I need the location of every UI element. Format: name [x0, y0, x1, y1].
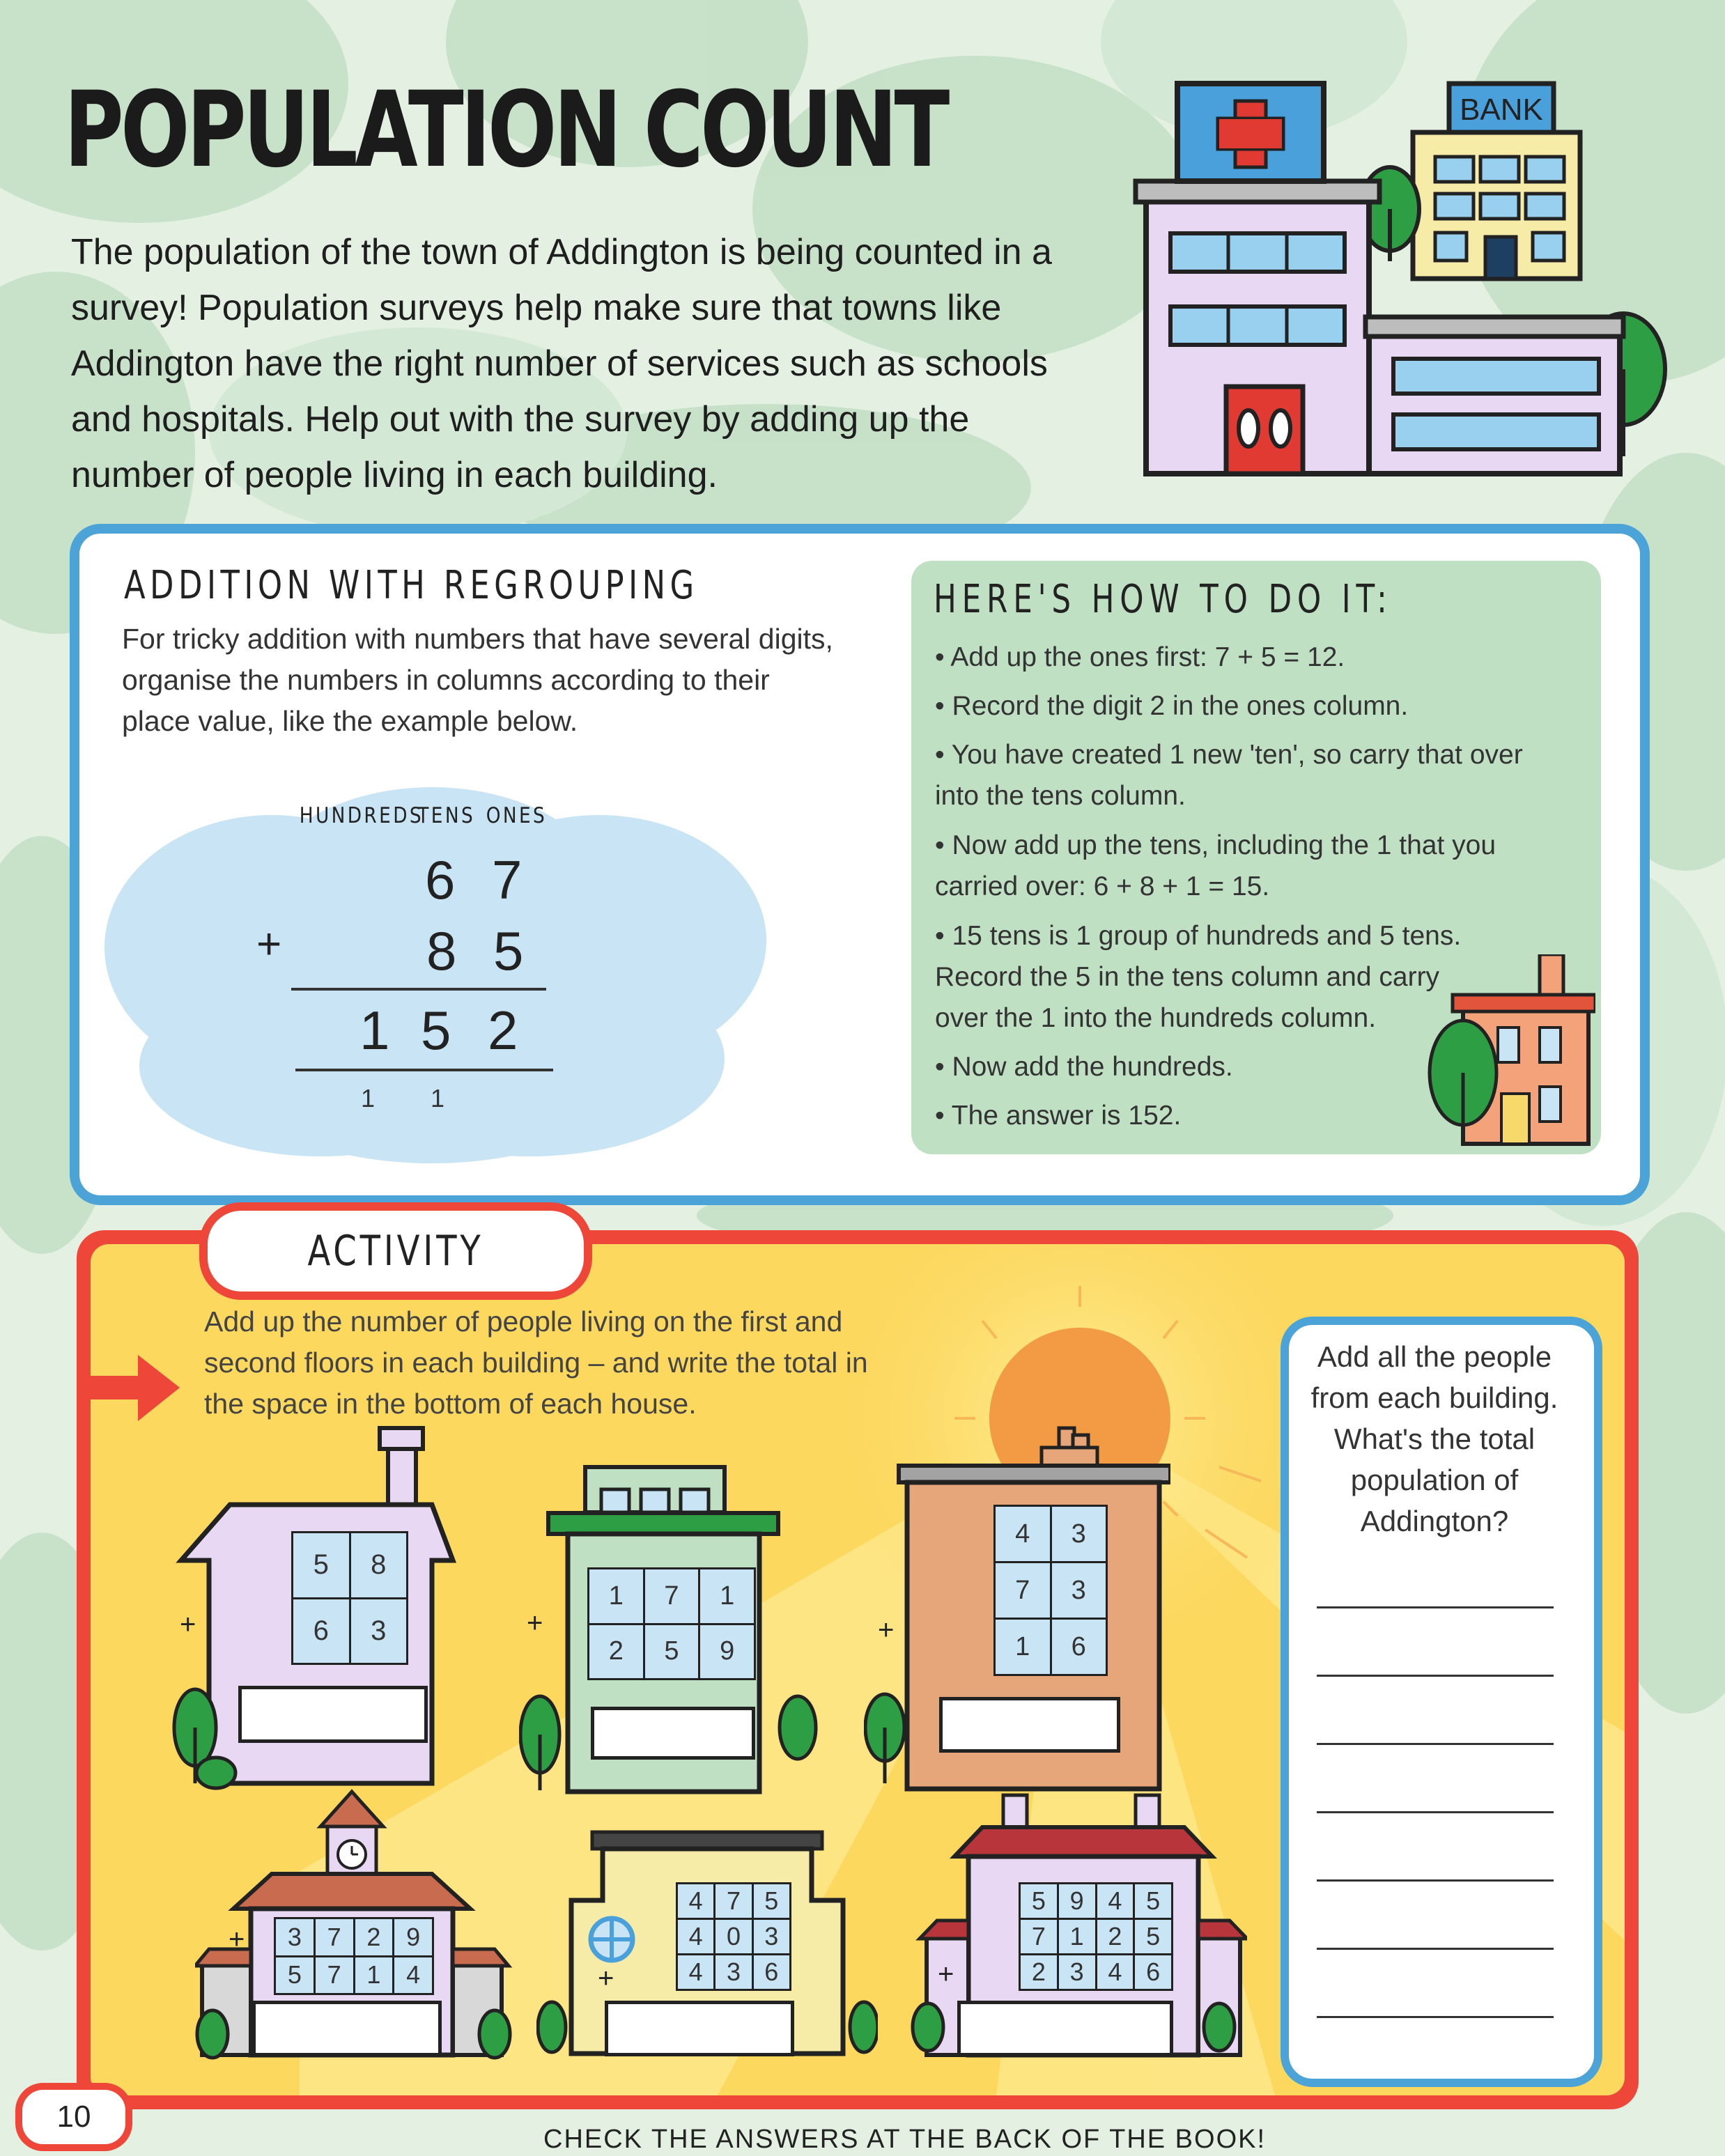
grid-cell: 2 — [589, 1625, 643, 1679]
grid-cell: 3 — [1059, 1955, 1095, 1989]
population-grid — [993, 1505, 1108, 1676]
bank-sign: BANK — [1460, 93, 1543, 127]
plus-sign: + — [229, 1924, 245, 1955]
activity-tab — [199, 1202, 592, 1300]
result-digit: 2 — [488, 1000, 518, 1061]
grid-cell: 4 — [1097, 1955, 1134, 1989]
tens-label: TENS — [417, 803, 476, 828]
how-to-step: • 15 tens is 1 group of hundreds and 5 tens. Record the 5 in the tens column and carry over the 1 into the hundreds column. — [935, 921, 1462, 1033]
sum-rule — [291, 988, 546, 991]
grid-cell: 3 — [754, 1920, 789, 1953]
population-grid — [274, 1917, 434, 1995]
grid-cell: 3 — [715, 1955, 751, 1989]
how-to-step: • Now add up the tens, including the 1 that you carried over: 6 + 8 + 1 = 15. — [935, 830, 1496, 901]
hospital-bank-illustration — [1087, 70, 1679, 488]
answer-line[interactable] — [1317, 1606, 1554, 1608]
answer-line[interactable] — [1317, 1675, 1554, 1677]
grid-cell: 1 — [1059, 1920, 1095, 1953]
grid-cell: 3 — [276, 1919, 314, 1955]
carry-digit: 1 — [361, 1084, 376, 1112]
answer-box[interactable] — [605, 2001, 794, 2056]
grid-cell: 1 — [996, 1620, 1050, 1674]
hundreds-label: HUNDREDS — [299, 803, 424, 828]
grid-cell: 9 — [1059, 1884, 1095, 1918]
grid-cell: 6 — [293, 1599, 349, 1663]
population-grid — [676, 1882, 791, 1991]
grid-cell: 7 — [996, 1563, 1050, 1618]
lesson-heading: ADDITION WITH REGROUPING — [124, 563, 699, 608]
lesson-body: For tricky addition with numbers that have several digits, organise the numbers in columns according to their place value, like the example below. — [122, 623, 833, 737]
answer-box[interactable] — [939, 1697, 1120, 1753]
total-prompt: Add all the people from each building. What's the total population of Addington? — [1310, 1340, 1558, 1537]
grid-cell: 5 — [1021, 1884, 1057, 1918]
answer-line[interactable] — [1317, 1811, 1554, 1813]
grid-cell: 5 — [645, 1625, 699, 1679]
plus-sign: + — [180, 1609, 196, 1640]
how-to-step: • Now add the hundreds. — [935, 1052, 1233, 1082]
grid-cell: 1 — [355, 1957, 393, 1994]
result-digit: 1 — [359, 1000, 390, 1061]
how-to-step: • Add up the ones first: 7 + 5 = 12. — [935, 642, 1345, 672]
grid-cell: 4 — [678, 1955, 713, 1989]
grid-cell: 5 — [1135, 1920, 1171, 1953]
grid-cell: 4 — [678, 1884, 713, 1918]
grid-cell: 6 — [1135, 1955, 1171, 1989]
grid-cell: 9 — [700, 1625, 754, 1679]
answer-line[interactable] — [1317, 2016, 1554, 2018]
footer-note: CHECK THE ANSWERS AT THE BACK OF THE BOOK! — [543, 2125, 1267, 2154]
grid-cell: 7 — [715, 1884, 751, 1918]
grid-cell: 5 — [1135, 1884, 1171, 1918]
how-to-step: • Record the digit 2 in the ones column. — [935, 691, 1409, 721]
carry-digit: 1 — [431, 1084, 445, 1112]
plus-sign: + — [598, 1963, 614, 1994]
plus-sign: + — [527, 1608, 543, 1638]
activity-tab-label: ACTIVITY — [307, 1227, 484, 1275]
population-grid — [1019, 1882, 1173, 1991]
how-to-heading: HERE'S HOW TO DO IT: — [934, 577, 1393, 622]
grid-cell: 4 — [394, 1957, 432, 1994]
how-to-step: • You have created 1 new 'ten', so carry that over into the tens column. — [935, 740, 1523, 811]
small-house-illustration — [1421, 954, 1595, 1156]
example-digit: 6 — [425, 849, 456, 910]
how-to-step: • The answer is 152. — [935, 1101, 1182, 1131]
answer-line[interactable] — [1317, 1743, 1554, 1745]
grid-cell: 7 — [316, 1919, 353, 1955]
grid-cell: 2 — [355, 1919, 393, 1955]
grid-cell: 1 — [589, 1569, 643, 1623]
page-title: POPULATION COUNT — [64, 70, 947, 191]
answer-box[interactable] — [252, 2001, 442, 2056]
result-digit: 5 — [421, 1000, 451, 1061]
grid-cell: 3 — [1052, 1507, 1106, 1561]
plus-sign: + — [878, 1615, 895, 1645]
example-digit: 8 — [426, 920, 457, 982]
grid-cell: 4 — [1097, 1884, 1134, 1918]
grid-cell: 3 — [351, 1599, 407, 1663]
plus-sign: + — [938, 1959, 954, 1990]
grid-cell: 4 — [678, 1920, 713, 1953]
arrow-icon — [77, 1348, 181, 1432]
grid-cell: 2 — [1021, 1955, 1057, 1989]
population-grid — [587, 1567, 756, 1680]
grid-cell: 3 — [1052, 1563, 1106, 1618]
grid-cell: 7 — [1021, 1920, 1057, 1953]
example-digit: 5 — [493, 920, 524, 982]
intro-text: The population of the town of Addington is being counted in a survey! Population surveys help make sure that towns like Addington have the right number of services such as schools and hospitals. Help out with the survey by adding up the number of people living in each building. — [71, 232, 1052, 495]
grid-cell: 5 — [293, 1533, 349, 1597]
page-number: 10 — [15, 2083, 132, 2151]
grid-cell: 7 — [316, 1957, 353, 1994]
answer-box[interactable] — [238, 1686, 428, 1743]
grid-cell: 5 — [276, 1957, 314, 1994]
grid-cell: 0 — [715, 1920, 751, 1953]
population-grid — [291, 1531, 408, 1665]
ones-label: ONES — [486, 803, 548, 828]
answer-line[interactable] — [1317, 1948, 1554, 1950]
grid-cell: 9 — [394, 1919, 432, 1955]
grid-cell: 5 — [754, 1884, 789, 1918]
grid-cell: 2 — [1097, 1920, 1134, 1953]
example-digit: 7 — [492, 849, 523, 910]
activity-instructions: Add up the number of people living on the first and second floors in each building – and write the total in the space in the bottom of each house. — [204, 1305, 868, 1420]
answer-box[interactable] — [591, 1707, 755, 1760]
grid-cell: 6 — [1052, 1620, 1106, 1674]
answer-line[interactable] — [1317, 1879, 1554, 1882]
grid-cell: 1 — [700, 1569, 754, 1623]
grid-cell: 7 — [645, 1569, 699, 1623]
answer-box[interactable] — [957, 2001, 1173, 2056]
grid-cell: 8 — [351, 1533, 407, 1597]
result-rule — [295, 1069, 553, 1071]
plus-sign: + — [256, 920, 282, 968]
grid-cell: 4 — [996, 1507, 1050, 1561]
grid-cell: 6 — [754, 1955, 789, 1989]
